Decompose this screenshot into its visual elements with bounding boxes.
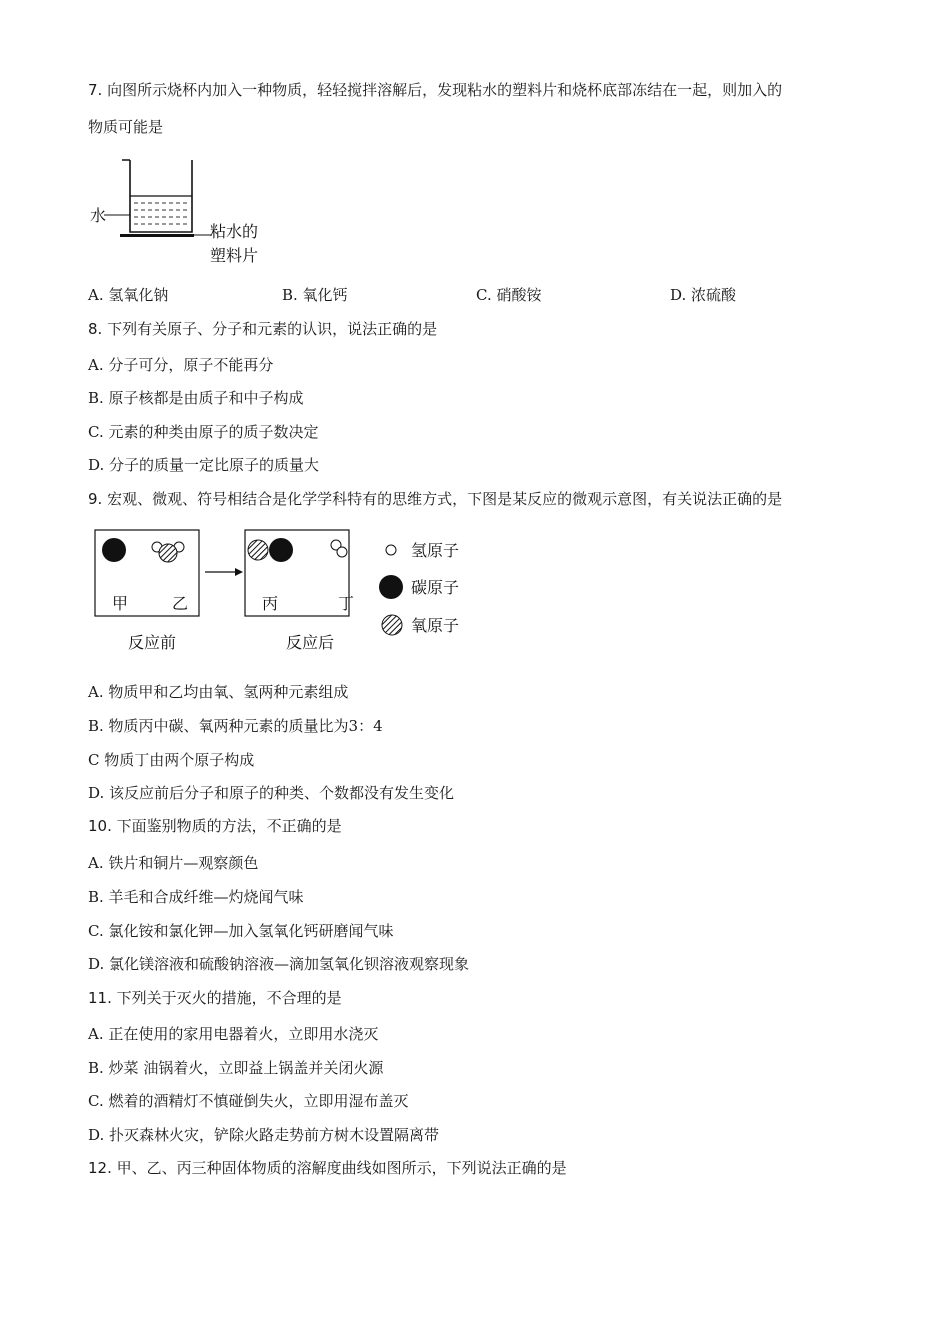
q7-option-d: D. 浓硫酸 xyxy=(670,286,737,304)
water-label: 水 xyxy=(90,206,107,225)
q11-stem xyxy=(88,988,342,1008)
carbon-atom xyxy=(269,538,293,562)
q8-option-d: D. 分子的质量一定比原子的质量大 xyxy=(88,456,320,474)
reaction-arrow xyxy=(205,568,243,576)
q7-option-c: C. 硝酸铵 xyxy=(476,286,542,304)
q10-option-a: A. 铁片和铜片—观察颜色 xyxy=(88,854,259,872)
legend-carbon-icon xyxy=(379,575,403,599)
q10-number: 10. xyxy=(88,817,112,835)
q11-option-c: C. 燃着的酒精灯不慎碰倒失火，立即用湿布盖灭 xyxy=(88,1092,409,1110)
q8-option-c: C. 元素的种类由原子的质子数决定 xyxy=(88,423,319,441)
q8-option-b: B. 原子核都是由质子和中子构成 xyxy=(88,389,304,407)
oxygen-atom xyxy=(159,544,177,562)
hydrogen-atom xyxy=(337,547,347,557)
q7-text-line1: 向图所示烧杯内加入一种物质，轻轻搅拌溶解后，发现粘水的塑料片和烧杯底部冻结在一起，则加入的 xyxy=(107,81,783,99)
beaker xyxy=(122,160,192,232)
q8-option-a: A. 分子可分，原子不能再分 xyxy=(88,356,274,374)
q9-text: 宏观、微观、符号相结合是化学学科特有的思维方式，下图是某反应的微观示意图，有关说法正确的是 xyxy=(107,490,783,508)
box2-right-label: 丁 xyxy=(338,594,355,613)
q11-option-d: D. 扑灭森林火灾，铲除火路走势前方树木设置隔离带 xyxy=(88,1126,440,1144)
q10-option-b: B. 羊毛和合成纤维—灼烧闻气味 xyxy=(88,888,304,906)
q8-number: 8. xyxy=(88,320,103,338)
legend-hydrogen-label: 氢原子 xyxy=(411,541,460,560)
plate-label-line2: 塑料片 xyxy=(210,246,259,265)
q12-stem xyxy=(88,1158,567,1178)
q11-text: 下列关于灭火的措施，不合理的是 xyxy=(116,989,342,1007)
beaker-figure xyxy=(88,150,288,270)
q10-option-c: C. 氯化铵和氯化钾—加入氢氧化钙研磨闻气味 xyxy=(88,922,394,940)
q9-stem xyxy=(88,489,782,509)
after-caption: 反应后 xyxy=(286,633,335,652)
q9-option-c: C 物质丁由两个原子构成 xyxy=(88,751,255,769)
q11-option-a: A. 正在使用的家用电器着火，立即用水浇灭 xyxy=(88,1025,379,1043)
q9-option-d: D. 该反应前后分子和原子的种类、个数都没有发生变化 xyxy=(88,784,455,802)
reaction-figure xyxy=(88,522,488,662)
q7-option-a: A. 氢氧化钠 xyxy=(88,286,169,304)
plate-label-line1: 粘水的 xyxy=(210,222,259,241)
box1-left-label: 甲 xyxy=(112,594,129,613)
legend-hydrogen-icon xyxy=(386,545,396,555)
q11-number: 11. xyxy=(88,989,112,1007)
q10-option-d: D. 氯化镁溶液和硫酸钠溶液—滴加氢氧化钡溶液观察现象 xyxy=(88,955,470,973)
q7-stem-line1 xyxy=(88,80,782,100)
q7-option-b: B. 氧化钙 xyxy=(282,286,348,304)
q9-option-a: A. 物质甲和乙均由氧、氢两种元素组成 xyxy=(88,683,349,701)
legend-carbon-label: 碳原子 xyxy=(411,578,460,597)
legend-oxygen-label: 氧原子 xyxy=(411,616,460,635)
q12-number: 12. xyxy=(88,1159,112,1177)
q7-number: 7. xyxy=(88,81,103,99)
q9-number: 9. xyxy=(88,490,103,508)
plastic-plate xyxy=(120,234,194,237)
q10-text: 下面鉴别物质的方法，不正确的是 xyxy=(116,817,342,835)
q10-stem xyxy=(88,816,342,836)
q12-text: 甲、乙、丙三种固体物质的溶解度曲线如图所示，下列说法正确的是 xyxy=(116,1159,567,1177)
q7-stem-line2: 物质可能是 xyxy=(88,118,164,136)
q11-option-b: B. 炒菜 油锅着火，立即益上锅盖并关闭火源 xyxy=(88,1059,384,1077)
q8-stem xyxy=(88,319,437,339)
q8-text: 下列有关原子、分子和元素的认识，说法正确的是 xyxy=(107,320,438,338)
box2-left-label: 丙 xyxy=(262,594,279,613)
carbon-atom xyxy=(102,538,126,562)
oxygen-atom xyxy=(248,540,268,560)
q9-option-b: B. 物质丙中碳、氧两种元素的质量比为3：4 xyxy=(88,717,383,735)
box1-right-label: 乙 xyxy=(172,594,189,613)
before-caption: 反应前 xyxy=(128,633,177,652)
legend-oxygen-icon xyxy=(382,615,402,635)
